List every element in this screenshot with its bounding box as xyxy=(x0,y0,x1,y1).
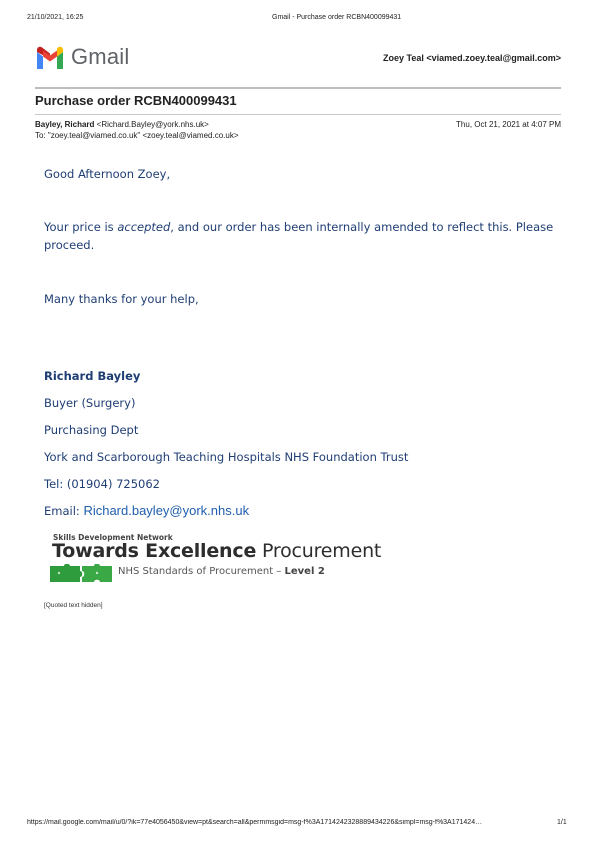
print-page-number: 1/1 xyxy=(557,819,567,826)
para1-emphasis: accepted xyxy=(117,220,171,234)
thanks-line: Many thanks for your help, xyxy=(44,292,199,306)
print-url: https://mail.google.com/mail/u/0/?ik=77e4056450&view=pt&search=all&permmsgid=msg-f%3A1714242328889434226&simpl=msg-f%3A171424… xyxy=(27,819,483,826)
account-label: Zoey Teal <viamed.zoey.teal@gmail.com> xyxy=(382,53,561,63)
puzzle-pieces-icon xyxy=(50,564,116,582)
print-title: Gmail - Purchase order RCBN400099431 xyxy=(272,14,402,21)
signature-email-line xyxy=(44,502,249,520)
header-divider xyxy=(35,87,561,89)
para1-before: Your price is xyxy=(44,220,118,234)
subject-divider xyxy=(35,114,561,115)
banner-subtitle xyxy=(118,566,325,577)
signature-dept: Purchasing Dept xyxy=(44,423,139,437)
signature-tel: Tel: (01904) 725062 xyxy=(44,477,160,491)
para1-after: , and our order has been internally amended to reflect this. Please xyxy=(170,220,554,234)
quoted-text-toggle[interactable]: [Quoted text hidden] xyxy=(44,602,103,609)
signature-org: York and Scarborough Teaching Hospitals NHS Foundation Trust xyxy=(44,450,409,464)
sender-name: Bayley, Richard xyxy=(35,120,95,129)
banner-subtitle-rest: NHS Standards of Procurement – xyxy=(118,566,285,577)
banner-subtitle-bold: Level 2 xyxy=(284,566,325,577)
signature-role: Buyer (Surgery) xyxy=(44,396,136,410)
banner-title-rest: Procurement xyxy=(256,540,382,562)
signature-email-link[interactable]: Richard.bayley@york.nhs.uk xyxy=(83,503,250,518)
gmail-logo[interactable] xyxy=(35,44,129,70)
paragraph-1-line2: proceed. xyxy=(44,238,95,252)
puzzle-logo xyxy=(50,564,116,587)
sender-line xyxy=(35,120,209,129)
signature-email-label: Email: xyxy=(44,504,84,518)
banner-title xyxy=(52,540,381,562)
print-datetime: 21/10/2021, 16:25 xyxy=(27,14,84,21)
banner-small-text: Skills Development Network xyxy=(53,533,173,542)
banner-title-bold: Towards Excellence xyxy=(52,540,257,562)
sender-address: <Richard.Bayley@york.nhs.uk> xyxy=(96,120,209,129)
email-date: Thu, Oct 21, 2021 at 4:07 PM xyxy=(456,120,561,129)
paragraph-1 xyxy=(44,218,553,236)
recipient-line: To: "zoey.teal@viamed.co.uk" <zoey.teal@viamed.co.uk> xyxy=(35,131,239,140)
gmail-m-icon xyxy=(35,46,65,69)
gmail-wordmark: Gmail xyxy=(71,44,130,69)
signature-name: Richard Bayley xyxy=(44,369,141,383)
greeting: Good Afternoon Zoey, xyxy=(44,167,171,181)
email-subject: Purchase order RCBN400099431 xyxy=(35,93,237,108)
